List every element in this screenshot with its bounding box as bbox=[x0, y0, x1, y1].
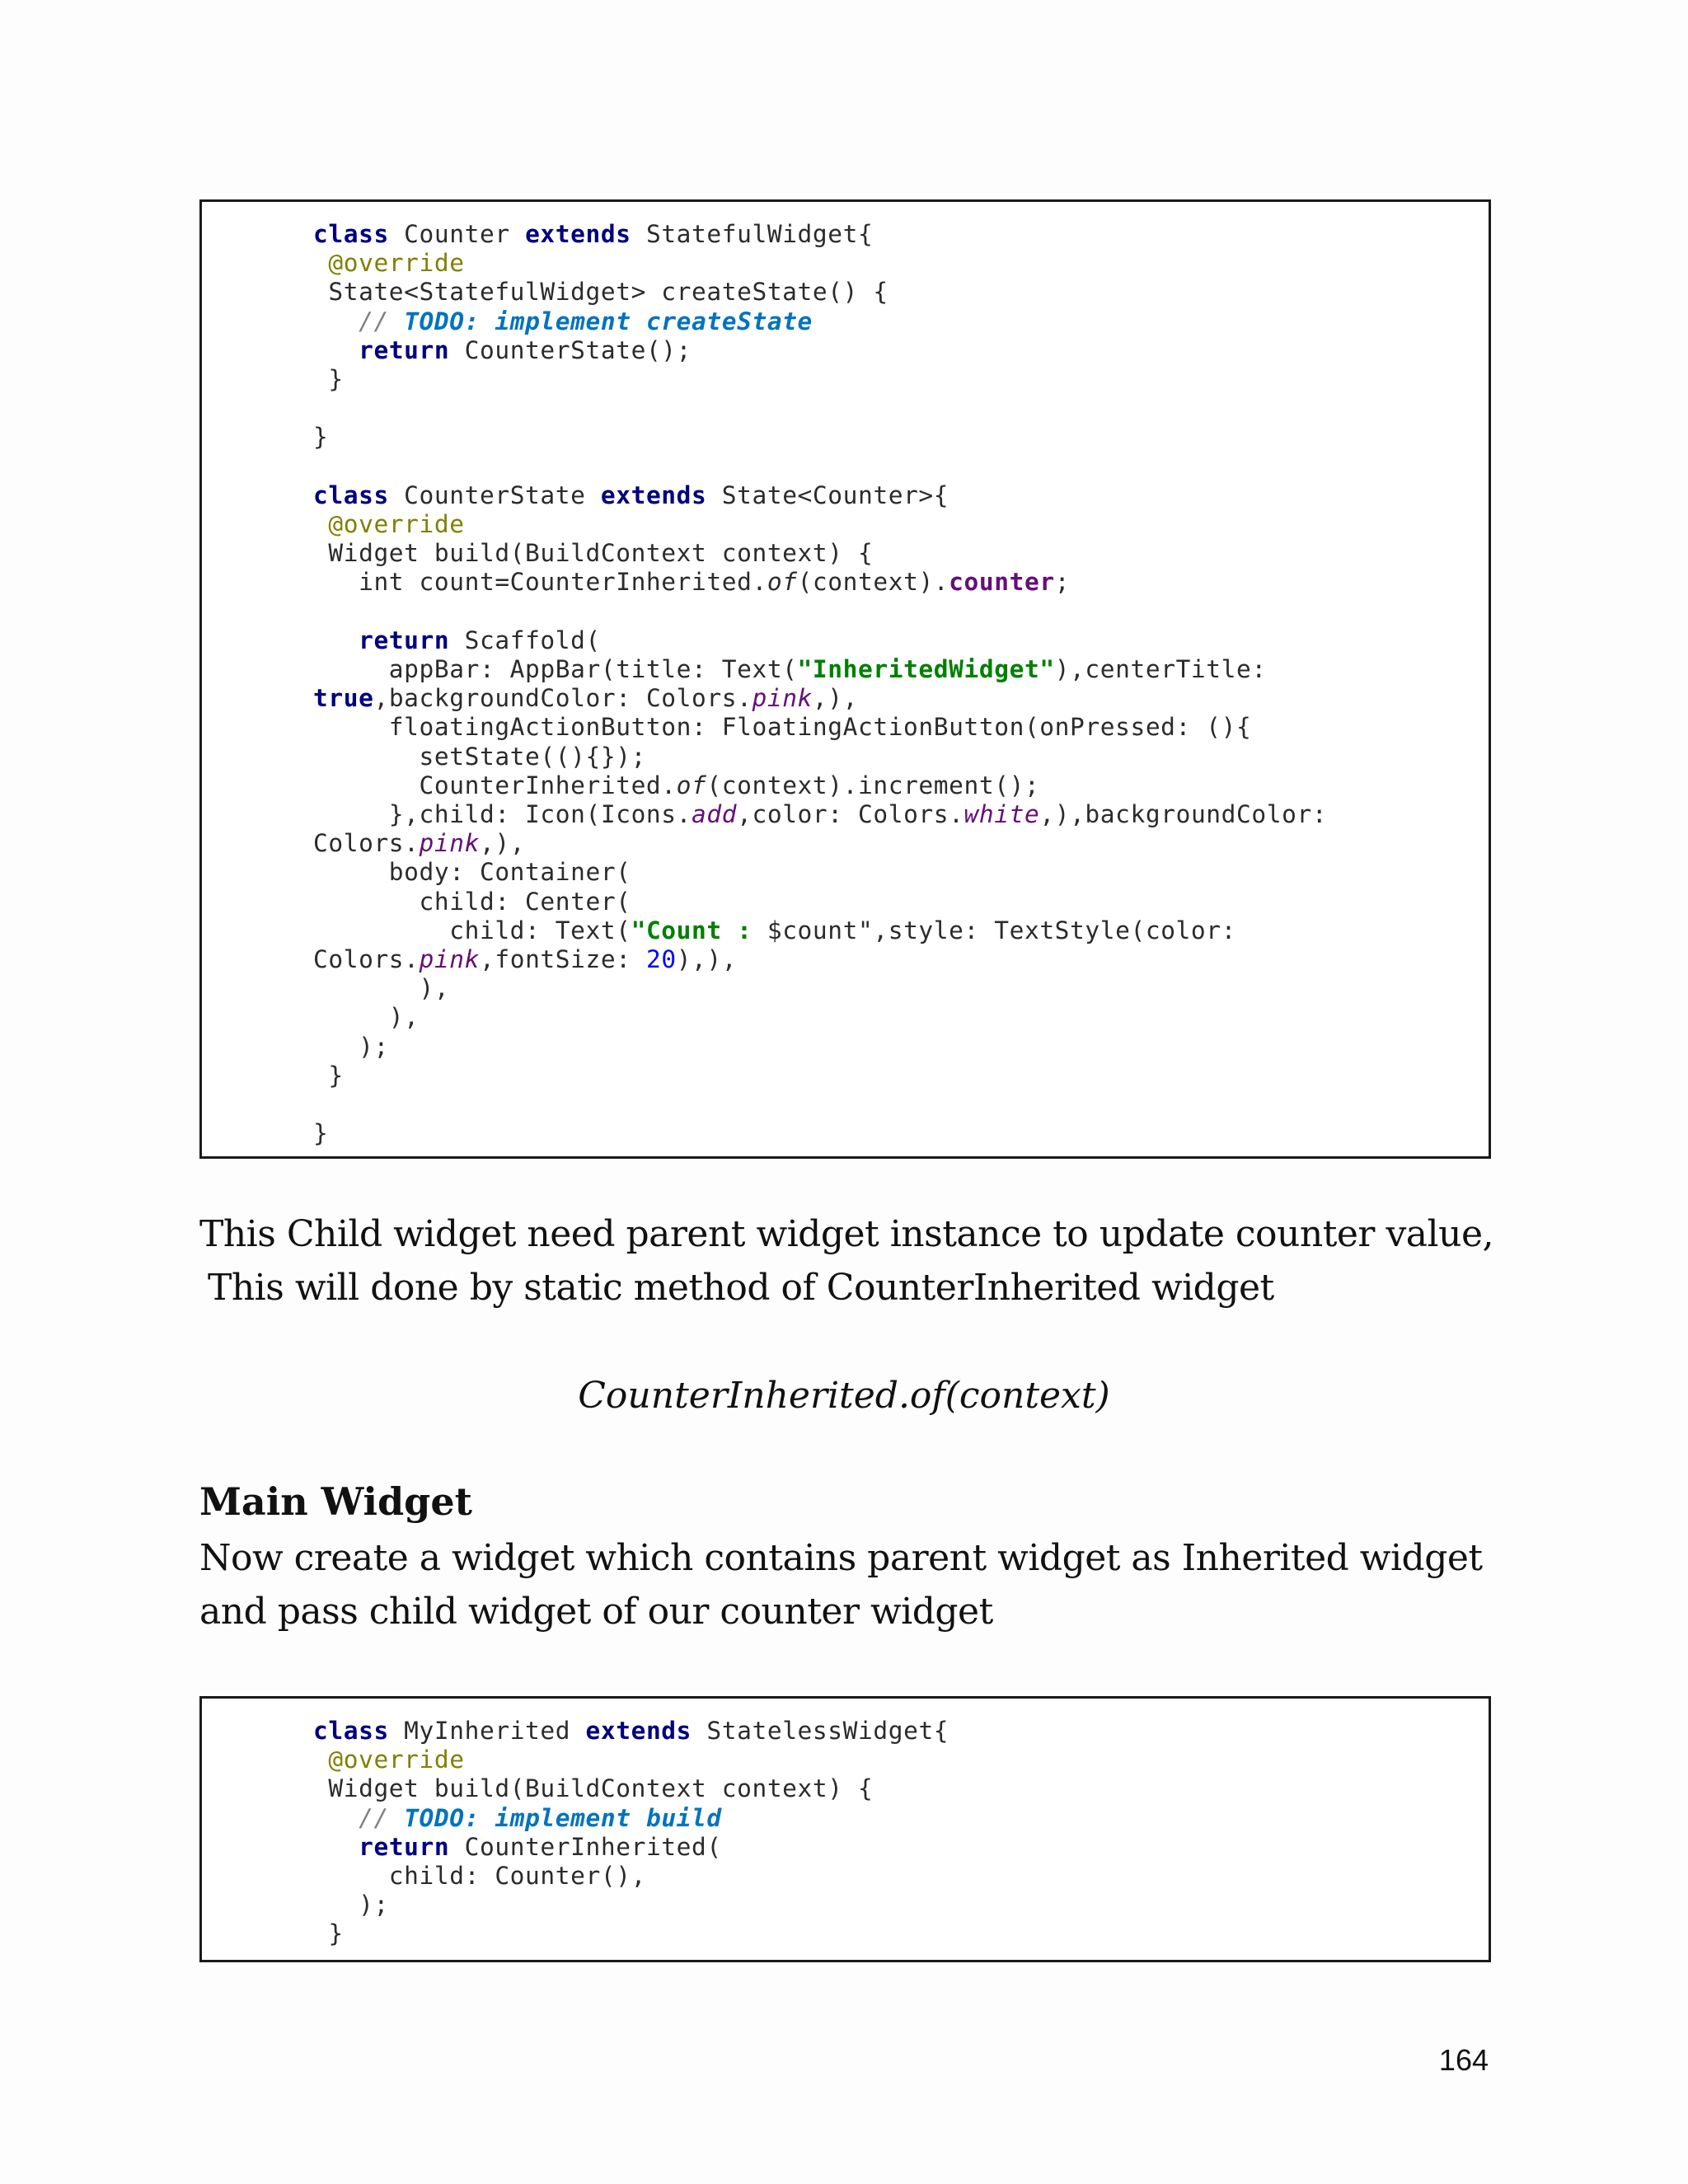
code-line: State<StatefulWidget> createState() { bbox=[313, 278, 889, 307]
code-line: } bbox=[313, 423, 329, 452]
code-line: child: Counter(), bbox=[313, 1862, 646, 1891]
section-heading-main-widget: Main Widget bbox=[199, 1479, 472, 1524]
code-line: Widget build(BuildContext context) { bbox=[313, 1774, 874, 1803]
code-line: ), bbox=[313, 1003, 420, 1032]
code-listing bbox=[313, 1717, 949, 1949]
paragraph-line: This Child widget need parent widget instance to update counter value, bbox=[199, 1213, 1493, 1255]
code-line: @override bbox=[328, 510, 465, 539]
code-line: return CounterState(); bbox=[359, 335, 692, 364]
code-line: child: Center( bbox=[313, 887, 631, 916]
code-line: // TODO: implement build bbox=[359, 1803, 722, 1832]
code-line: class Counter extends StatefulWidget{ bbox=[313, 220, 874, 248]
code-line: class CounterState extends State<Counter>{ bbox=[313, 480, 950, 509]
code-line: @override bbox=[328, 249, 465, 278]
code-line: } bbox=[313, 1919, 344, 1948]
code-line: } bbox=[313, 1119, 329, 1148]
code-line: return Scaffold( bbox=[359, 626, 601, 654]
paragraph-child-widget bbox=[199, 1207, 1493, 1315]
code-line: } bbox=[313, 1061, 344, 1090]
code-line: CounterInherited.of(context).increment(); bbox=[313, 771, 1040, 799]
code-line: child: Text("Count : $count",style: TextStyle(color: bbox=[313, 916, 1237, 944]
code-line: class MyInherited extends StatelessWidget{ bbox=[313, 1717, 950, 1745]
code-line: setState((){}); bbox=[313, 742, 646, 771]
code-block-myinherited bbox=[199, 1696, 1491, 1962]
code-line: return CounterInherited( bbox=[359, 1832, 722, 1861]
paragraph-line: This will done by static method of CounterInherited widget bbox=[208, 1267, 1274, 1309]
code-listing bbox=[313, 220, 1327, 1149]
code-line: appBar: AppBar(title: Text("InheritedWidget"),centerTitle: bbox=[313, 655, 1267, 684]
code-line: floatingActionButton: FloatingActionButton(onPressed: (){ bbox=[313, 713, 1252, 742]
formula-counterinherited-of: CounterInherited.of(context) bbox=[578, 1375, 1110, 1417]
code-line: body: Container( bbox=[313, 858, 631, 887]
code-line: @override bbox=[328, 1746, 465, 1774]
code-line: Widget build(BuildContext context) { bbox=[313, 539, 874, 568]
code-line: Colors.pink,), bbox=[313, 829, 526, 858]
code-line: Colors.pink,fontSize: 20),), bbox=[313, 945, 738, 974]
code-line: true,backgroundColor: Colors.pink,), bbox=[313, 684, 859, 713]
paragraph-main-widget: Now create a widget which contains parent widget as Inherited widget and pass child widget of our counter widget bbox=[199, 1537, 1483, 1633]
code-line: int count=CounterInherited.of(context).counter; bbox=[313, 568, 1071, 597]
code-line: ); bbox=[313, 1032, 389, 1061]
code-line: // TODO: implement createState bbox=[359, 307, 813, 335]
code-line: ); bbox=[313, 1891, 389, 1919]
code-block-counter bbox=[199, 199, 1491, 1159]
code-line: ), bbox=[313, 974, 450, 1003]
page-number: 164 bbox=[1438, 2043, 1489, 2077]
code-line: } bbox=[313, 365, 344, 394]
code-line: },child: Icon(Icons.add,color: Colors.white,),backgroundColor: bbox=[313, 800, 1328, 829]
